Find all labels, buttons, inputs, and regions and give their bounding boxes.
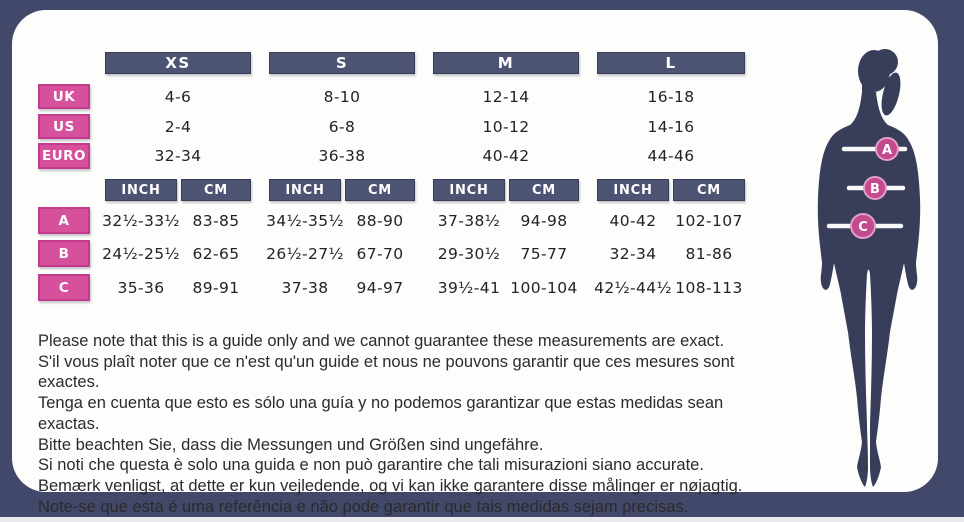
cell-uk-xs: 4-6 <box>164 87 192 106</box>
marker-a-letter: A <box>881 143 893 158</box>
row-label-us: US <box>38 114 90 139</box>
cell-b-m-inch: 29-30½ <box>437 244 501 263</box>
marker-b-letter: B <box>870 182 880 197</box>
unit-header-m-cm: CM <box>509 179 579 201</box>
disclaimer-line-es: Tenga en cuenta que esto es sólo una guía y no podemos garantizar que estas medidas sean exactas. <box>38 394 724 433</box>
cell-c-l-cm: 108-113 <box>675 278 743 297</box>
cell-euro-m: 40-42 <box>482 147 530 165</box>
size-header-s: S <box>269 52 415 74</box>
cell-a-xs-cm: 83-85 <box>192 211 240 230</box>
unit-header-s-cm: CM <box>345 179 415 201</box>
cell-c-s-cm: 94-97 <box>356 278 404 297</box>
cell-c-xs-cm: 89-91 <box>192 278 240 297</box>
row-label-b: B <box>38 240 90 267</box>
row-label-uk: UK <box>38 84 90 109</box>
unit-header-l-cm: CM <box>673 179 745 201</box>
cell-uk-s: 8-10 <box>323 87 361 106</box>
cell-b-l-inch: 32-34 <box>609 244 657 263</box>
disclaimer-line-pt: Note-se que esta é uma referência e não pode garantir que tais medidas sejam precisas. <box>38 497 689 516</box>
cell-uk-l: 16-18 <box>647 87 695 106</box>
disclaimer-line-fr: S'il vous plaît noter que ce n'est qu'un guide et nous ne pouvons garantir que ces mesures sont exactes. <box>38 352 735 392</box>
disclaimer-line-en: Please note that this is a guide only and we cannot guarantee these measurements are exact. <box>38 332 725 350</box>
cell-euro-l: 44-46 <box>647 147 695 165</box>
size-header-l: L <box>597 52 745 74</box>
measurement-figure <box>792 26 940 490</box>
cell-us-m: 10-12 <box>482 117 530 136</box>
unit-header-xs-cm: CM <box>181 179 251 201</box>
cell-euro-xs: 32-34 <box>154 147 202 165</box>
unit-header-xs-inch: INCH <box>105 179 177 201</box>
cell-a-m-inch: 37-38½ <box>437 211 501 230</box>
cell-c-m-cm: 100-104 <box>510 278 578 297</box>
marker-c-letter: C <box>858 220 868 235</box>
cell-us-xs: 2-4 <box>164 117 192 136</box>
scan-edge-strip <box>0 517 964 522</box>
size-header-xs: XS <box>105 52 251 74</box>
cell-a-l-inch: 40-42 <box>609 211 657 230</box>
cell-a-s-cm: 88-90 <box>356 211 404 230</box>
cell-a-s-inch: 34½-35½ <box>266 211 344 230</box>
cell-c-m-inch: 39½-41 <box>437 278 501 297</box>
row-label-c: C <box>38 274 90 301</box>
cell-uk-m: 12-14 <box>482 87 530 106</box>
silhouette-hair-bun <box>872 49 898 75</box>
size-chart-table <box>38 52 745 301</box>
cell-b-xs-cm: 62-65 <box>192 244 240 263</box>
cell-c-l-inch: 42½-44½ <box>594 278 672 297</box>
cell-c-s-inch: 37-38 <box>281 278 329 297</box>
row-label-a: A <box>38 207 90 234</box>
cell-b-s-cm: 67-70 <box>356 244 404 263</box>
unit-header-s-inch: INCH <box>269 179 341 201</box>
cell-us-l: 14-16 <box>647 117 695 136</box>
cell-b-s-inch: 26½-27½ <box>266 244 344 263</box>
disclaimer-line-it: Si noti che questa è solo una guida e non può garantire che tali misurazioni siano accurate. <box>38 456 704 475</box>
size-header-m: M <box>433 52 579 74</box>
row-label-euro: EURO <box>38 143 90 169</box>
cell-b-xs-inch: 24½-25½ <box>102 244 180 263</box>
disclaimer-line-da: Bemærk venligst, at dette er kun vejledende, og vi kan ikke garantere disse målinger er nøjagtig. <box>38 476 743 495</box>
cell-a-m-cm: 94-98 <box>520 211 568 230</box>
female-silhouette-illustration <box>792 26 940 490</box>
cell-b-l-cm: 81-86 <box>685 244 733 263</box>
cell-us-s: 6-8 <box>328 117 356 136</box>
disclaimer-line-de: Bitte beachten Sie, dass die Messungen und Größen sind ungefähre. <box>38 435 544 454</box>
cell-b-m-cm: 75-77 <box>520 244 568 263</box>
cell-a-xs-inch: 32½-33½ <box>102 211 180 230</box>
cell-c-xs-inch: 35-36 <box>117 278 165 297</box>
cell-euro-s: 36-38 <box>318 147 366 165</box>
unit-header-m-inch: INCH <box>433 179 505 201</box>
unit-header-l-inch: INCH <box>597 179 669 201</box>
disclaimer-block <box>38 331 778 517</box>
cell-a-l-cm: 102-107 <box>675 211 743 230</box>
